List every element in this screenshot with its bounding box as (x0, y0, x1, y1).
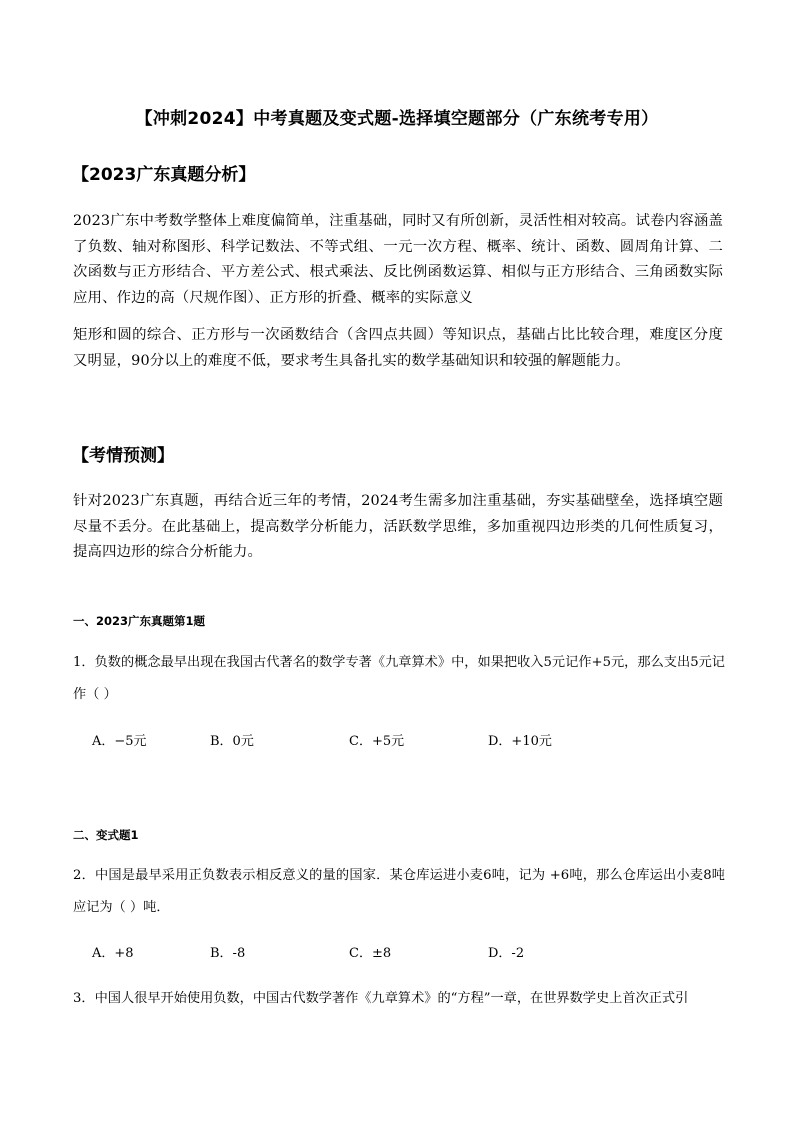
option-b: B．-8 (210, 946, 246, 961)
question-1: 1．负数的概念最早出现在我国古代著名的数学专著《九章算术》中，如果把收入5元记作+5元，那么支出5元记作（ ） (73, 655, 725, 702)
option-b: B．0元 (210, 734, 254, 749)
part1-label: 一、2023广东真题第1题 (73, 614, 206, 628)
option-d: D．-2 (488, 946, 525, 961)
analysis-heading: 【2023广东真题分析】 (72, 165, 256, 185)
analysis-paragraph-1: 2023广东中考数学整体上难度偏简单，注重基础，同时又有所创新，灵活性相对较高。试卷内容涵盖了负数、轴对称图形、科学记数法、不等式组、一元一次方程、概率、统计、函数、圆周角计算、二次函数与正方形结合、平方差公式、根式乘法、反比例函数运算、相似与正方形结合、三角函数实际应用、作边的高（尺规作图）、正方形的折叠、概率的实际意义 (73, 213, 723, 306)
question-2-options (92, 942, 732, 962)
question-1-options (92, 730, 732, 750)
option-c: C．±8 (349, 946, 392, 961)
forecast-paragraph: 针对2023广东真题，再结合近三年的考情，2024考生需多加注重基础，夯实基础壁垒，选择填空题尽量不丢分。在此基础上，提高数学分析能力，活跃数学思维，多加重视四边形类的几何性质复习，提高四边形的综合分析能力。 (73, 493, 723, 560)
document-title: 【冲刺2024】中考真题及变式题-选择填空题部分（广东统考专用） (135, 109, 659, 129)
option-c: C．+5元 (349, 734, 405, 749)
forecast-heading: 【考情预测】 (72, 446, 174, 466)
analysis-paragraph-2: 矩形和圆的综合、正方形与一次函数结合（含四点共圆）等知识点，基础占比比较合理，难度区分度又明显，90分以上的难度不低，要求考生具备扎实的数学基础知识和较强的解题能力。 (73, 327, 723, 369)
option-d: D．+10元 (488, 734, 552, 749)
option-a: A．−5元 (92, 734, 147, 749)
part2-label: 二、变式题1 (73, 828, 139, 842)
question-3: 3．中国人很早开始使用负数，中国古代数学著作《九章算术》的“方程”一章，在世界数学史上首次正式引 (73, 991, 689, 1006)
question-2: 2．中国是最早采用正负数表示相反意义的量的国家．某仓库运进小麦6吨，记为 +6吨，那么仓库运出小麦8吨应记为（ ）吨． (73, 868, 725, 915)
option-a: A．+8 (92, 946, 134, 961)
